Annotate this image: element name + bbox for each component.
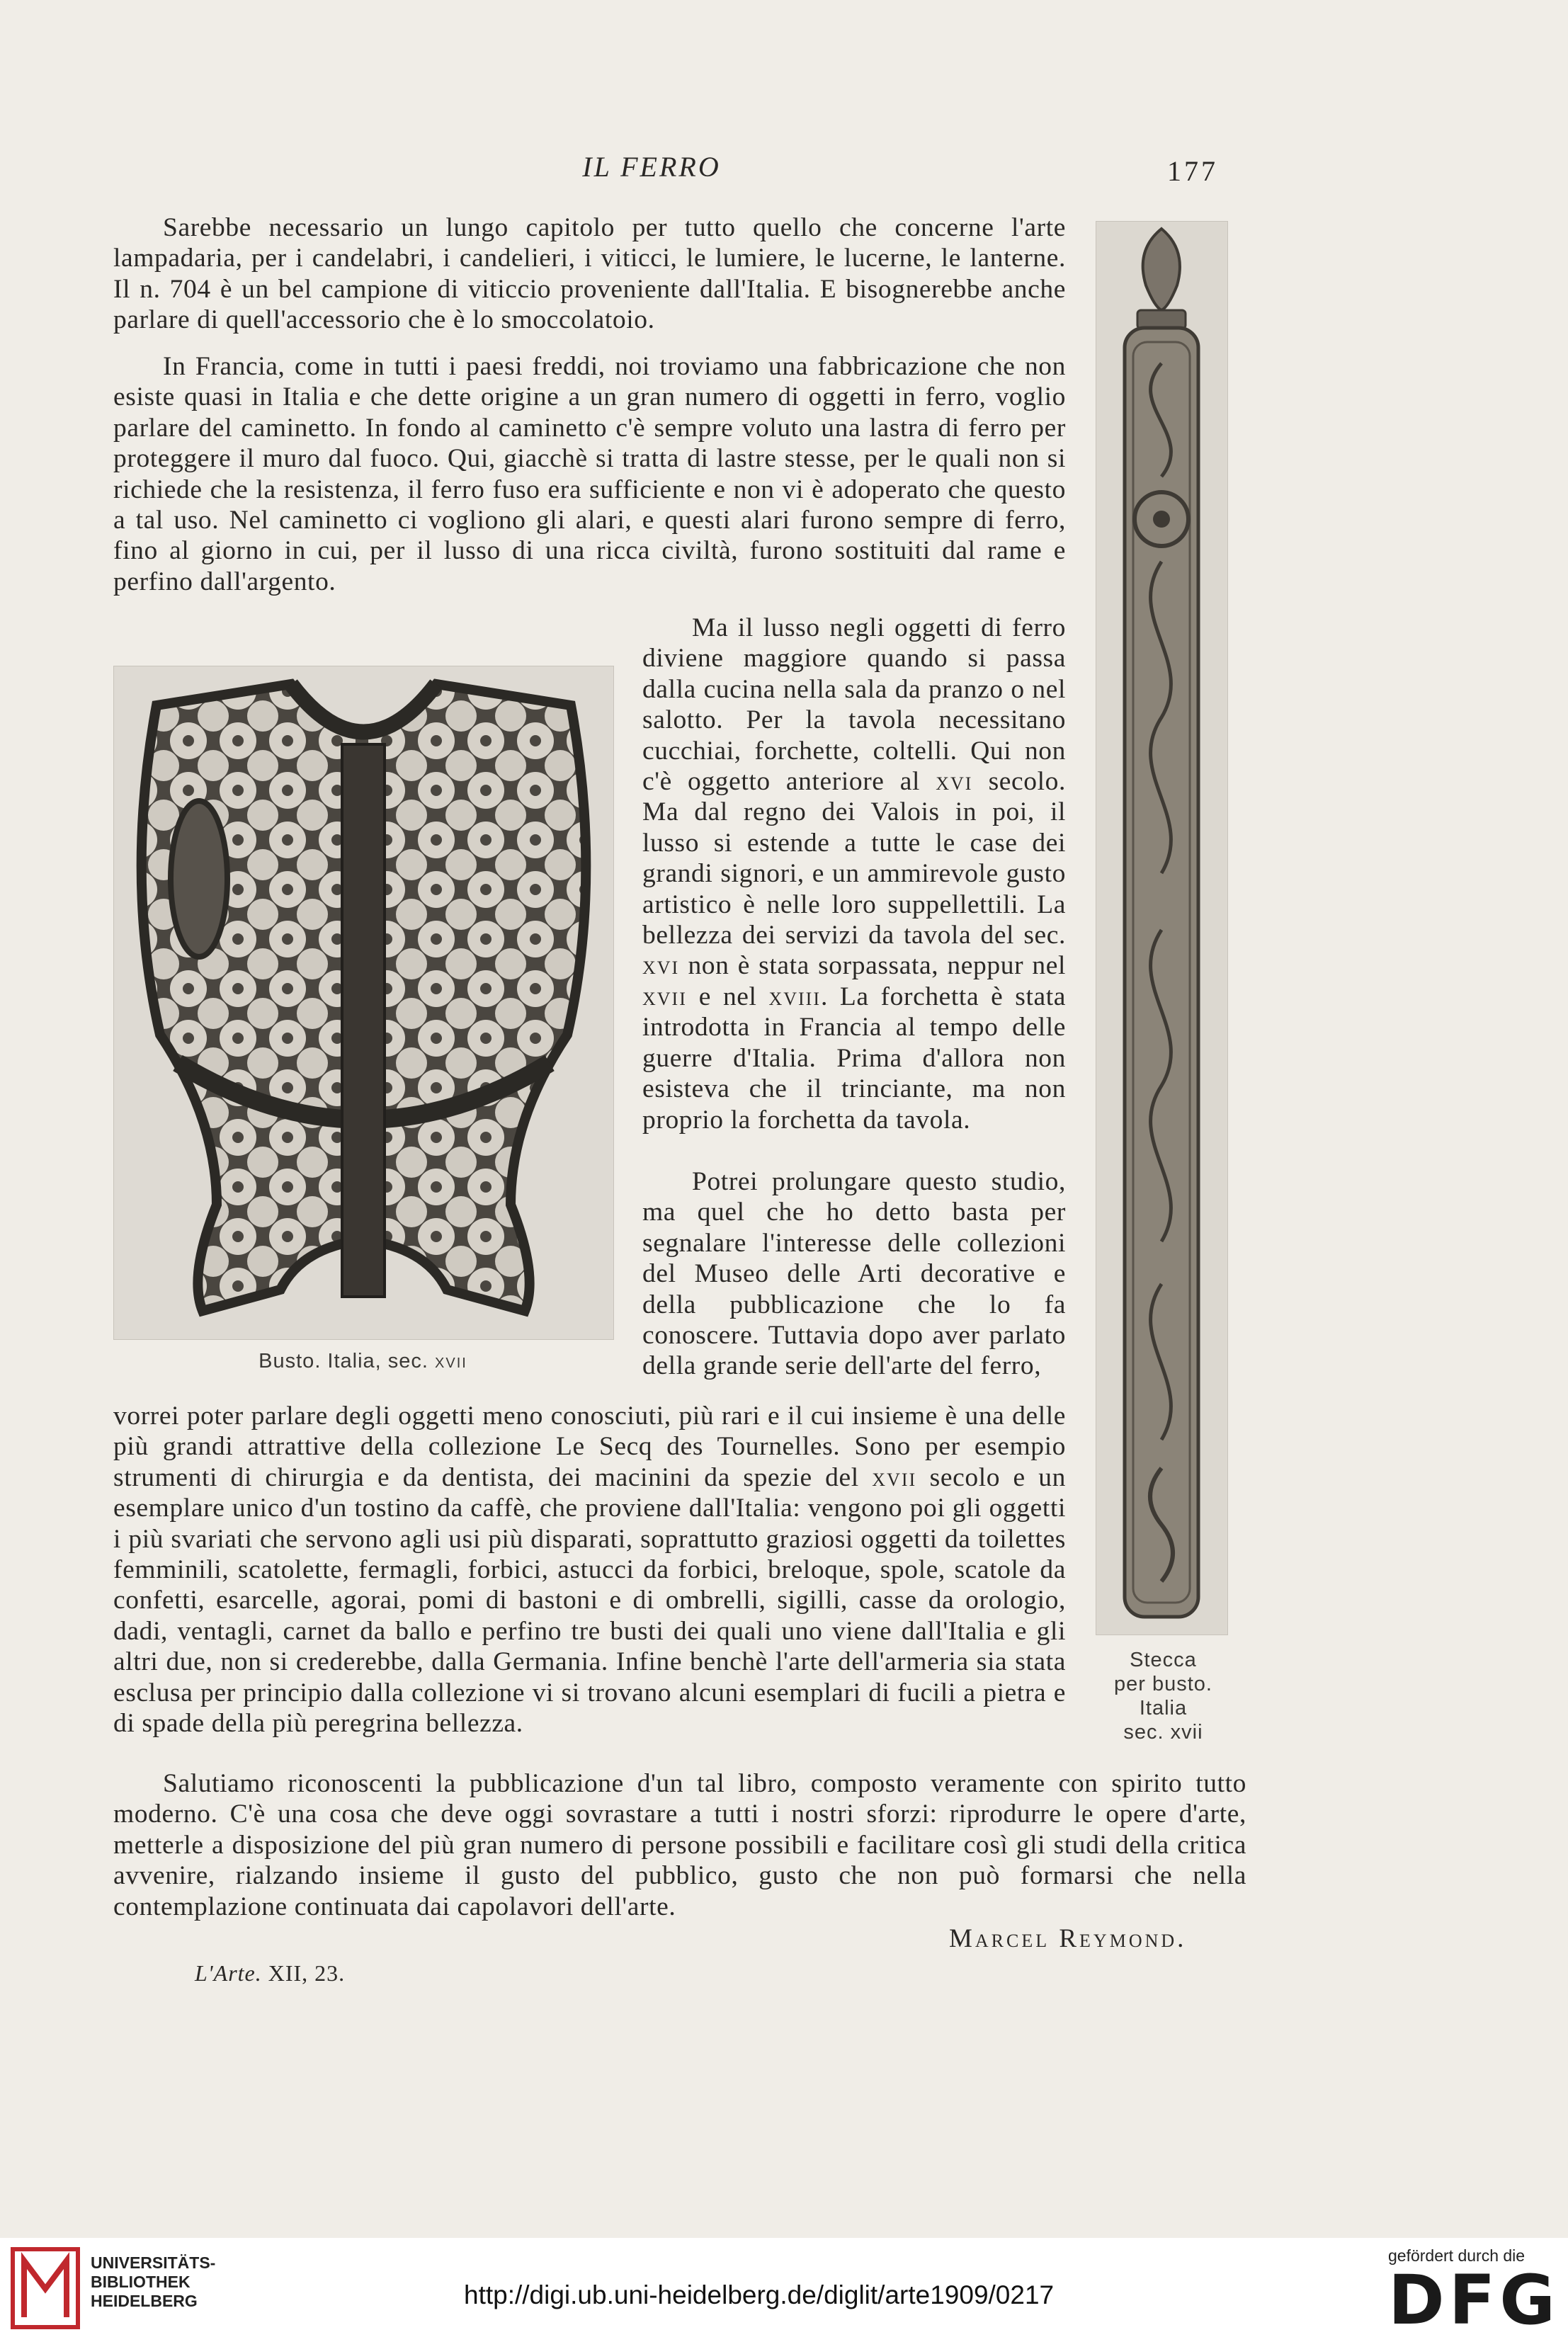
figure-stecca-plate <box>1096 221 1228 1635</box>
journal-reference: L'Arte. XII, 23. <box>195 1960 346 1986</box>
stecca-caption-line-4: sec. xvii <box>1123 1721 1203 1744</box>
paragraph-2: In Francia, come in tutti i paesi freddi, noi troviamo una fabbricazione che non esiste quasi in Italia e che dette origine a un gran numero di oggetti in ferro, voglio parlare del caminetto. In fondo al caminetto c'è sempre voluto una lastra di ferro per proteggere il muro dal fuoco. Qui, giacchè si tratta di lastre stesse, per le quali non si richiede che la resistenza, il ferro fuso era sufficiente e non vi è adoperato che questo a tal uso. Nel caminetto ci vogliono gli alari, e questi alari furono sempre di ferro, fino al giorno in cui, per il lusso di una ricca civiltà, furono sostituiti dal rame e perfino dall'argento. <box>113 352 1066 596</box>
stecca-caption-line-1: Stecca <box>1130 1649 1197 1671</box>
library-line-1: UNIVERSITÄTS- <box>91 2253 216 2272</box>
dfg-logo-icon: DFG <box>1388 2261 1560 2340</box>
running-header: IL FERRO <box>582 151 721 183</box>
library-line-2: BIBLIOTHEK <box>91 2273 191 2291</box>
paragraph-4-continued: vorrei poter parlare degli oggetti meno conosciuti, più rari e il cui insieme è una delle più grandi attrattive della collezione Le Secq des Tournelles. Sono per esempio strumenti di chirurgia e da dentista, dei macinini da spezie del xvii secolo e un esemplare unico d'un tostino da caffè, che proviene dall'Italia: vengono poi gli oggetti i più svariati che servono agli usi più disparati, soprattutto graziosi oggetti da toilettes femminili, scatolette, fermagli, forbici, astucci da forbici, breloque, spole, scatole da confetti, esarcelle, agorai, pomi di bastoni e di ombrelli, sigilli, casse da orologio, dadi, ventagli, carnet da ballo e perfino tre busti dei quali uno viene dall'Italia e gli altri due, non si crederebbe, dalla Germania. Infine benchè l'arte dell'armeria sia stata esclusa per principio dalla collezione vi si trovano alcuni esemplari di fucili a pietra e di spade della più peregrina bellezza. <box>113 1402 1066 1739</box>
sponsor-text: gefördert durch die <box>1388 2246 1526 2265</box>
library-line-3: HEIDELBERG <box>91 2292 198 2310</box>
paragraph-3: Ma il lusso negli oggetti di ferro diviene maggiore quando si passa dalla cucina nella sala da pranzo o nel salotto. Per la tavola necessitano cucchiai, forchette, coltelli. Qui non c'è oggetto anteriore al xvi secolo. Ma dal regno dei Valois in poi, il lusso si estende a tutte le case dei grandi signori, e un ammirevole gusto artistico è nelle loro suppellettili. La bellezza dei servizi da tavola del sec. xvi non è stata sorpassata, neppur nel xvii e nel xviii. La forchetta è stata introdotta in Francia al tempo delle guerre d'Italia. Prima d'allora non esisteva che il trinciante, ma non proprio la forchetta da tavola. <box>642 613 1066 1135</box>
figure-stecca-caption <box>1091 1648 1236 1744</box>
figure-busto-caption: Busto. Italia, sec. xvii <box>259 1350 467 1372</box>
paragraph-4-start: Potrei prolungare questo studio, ma quel che ho detto basta per segnalare l'interesse delle collezioni del Museo delle Arti decorative e della pubblicazione che lo fa conoscere. Tuttavia dopo aver parlato della grande serie dell'arte del ferro, <box>642 1167 1066 1381</box>
permalink-url[interactable]: http://digi.ub.uni-heidelberg.de/diglit/arte1909/0217 <box>464 2280 1055 2309</box>
figure-busto-plate <box>113 666 614 1340</box>
stecca-caption-line-3: Italia <box>1139 1697 1188 1719</box>
author-signature: Marcel Reymond. <box>949 1924 1187 1953</box>
busk-image <box>1096 222 1227 1635</box>
stecca-caption-line-2: per busto. <box>1114 1673 1212 1695</box>
paragraph-5: Salutiamo riconoscenti la pubblicazione d'un tal libro, composto veramente con spirito tutto moderno. C'è una cosa che deve oggi sovrastare a tutti i nostri sforzi: riprodurre le opere d'arte, metterle a disposizione del più gran numero di persone possibili e facilitare così gli studi della critica avvenire, rialzando insieme il gusto del pubblico, gusto che non può formarsi che nella contemplazione continuata dai capolavori dell'arte. <box>113 1769 1246 1921</box>
university-library-logo-icon <box>10 2246 81 2330</box>
iron-bodice-image <box>114 666 613 1339</box>
page-number: 177 <box>1167 155 1218 187</box>
university-library-name <box>91 2253 215 2311</box>
paragraph-1: Sarebbe necessario un lungo capitolo per tutto quello che concerne l'arte lampadaria, per i candelabri, i candelieri, i viticci, le lumiere, le lucerne, le lanterne. Il n. 704 è un bel campione di viticcio proveniente dall'Italia. E bisognerebbe anche parlare di quell'accessorio che è lo smoccolatoio. <box>113 213 1066 335</box>
